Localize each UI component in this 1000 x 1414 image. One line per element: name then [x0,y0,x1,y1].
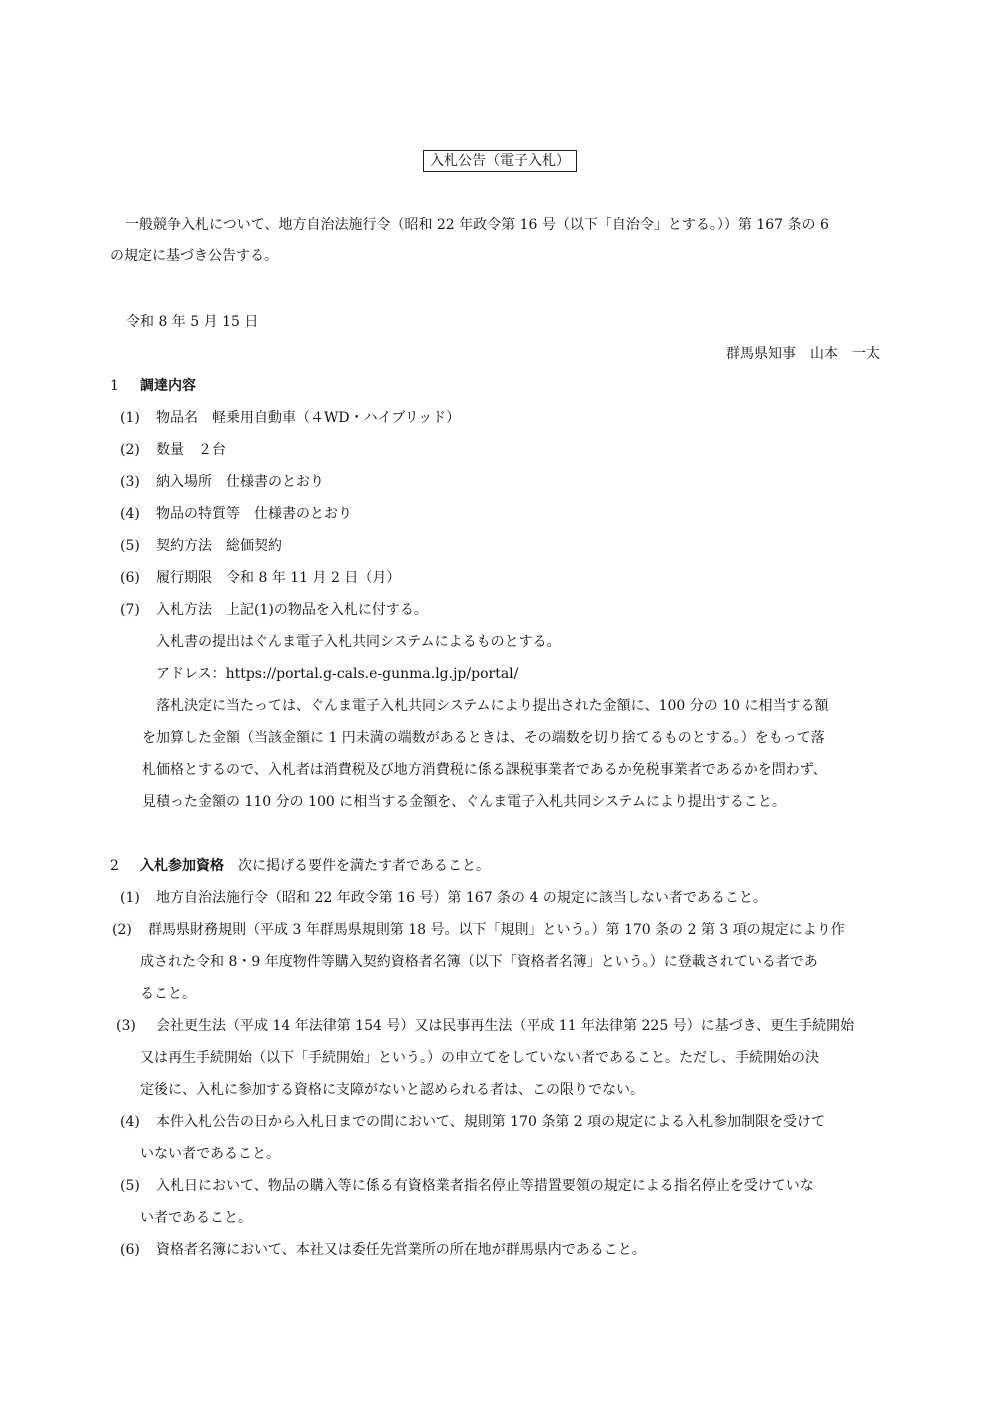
s2-item-number: (2) [112,922,132,938]
s2-item-number: (5) [120,1178,140,1194]
s2-item-text: 地方自治法施行令（昭和 22 年政令第 16 号）第 167 条の 4 の規定に該当しない者であること。 [156,890,767,906]
s1-item-7-line-4: 落札決定に当たっては、ぐんま電子入札共同システムにより提出された金額に、100 分の 10 に相当する額 [156,698,829,714]
s1-item-7-line-7: 見積った金額の 110 分の 100 に相当する金額を、ぐんま電子入札共同システムにより提出すること。 [142,794,786,810]
s1-item-number: (1) [120,410,140,426]
s1-item-text: 物品名 軽乗用自動車（４WD・ハイブリッド） [156,410,461,426]
s2-item-number: (3) [116,1018,136,1034]
s1-item-3 [120,472,324,492]
s1-item-7 [120,600,428,620]
s1-item-number: (7) [120,602,140,618]
s1-item-7-line-5: を加算した金額（当該金額に 1 円未満の端数があるときは、その端数を切り捨てるものとする。）をもって落 [142,730,825,746]
s2-item-2-line-3: ること。 [140,986,196,1002]
issuer-name: 群馬県知事 山本 一太 [726,346,880,362]
s1-item-number: (4) [120,506,140,522]
s1-item-number: (3) [120,474,140,490]
s2-item-text: 群馬県財務規則（平成 3 年群馬県規則第 18 号。以下「規則」という。）第 170 条の 2 第 3 項の規定により作 [148,922,845,938]
s1-item-number: (2) [120,442,140,458]
s2-item-5-line-2: い者であること。 [140,1210,252,1226]
s1-item-7-line-2: 入札書の提出はぐんま電子入札共同システムによるものとする。 [156,634,561,650]
s2-item-1 [120,888,767,908]
s1-item-7-line-6: 札価格とするので、入札者は消費税及び地方消費税に係る課税事業者であるか免税事業者であるかを問わず、 [142,762,827,778]
section1-number: 1 [110,378,119,394]
s2-item-number: (6) [120,1242,140,1258]
s2-item-text: 資格者名簿において、本社又は委任先営業所の所在地が群馬県内であること。 [156,1242,646,1258]
s2-item-number: (1) [120,890,140,906]
s2-item-3-line-2: 又は再生手続開始（以下「手続開始」という。）の申立てをしていない者であること。ただし、手続開始の決 [140,1050,819,1066]
section2-heading [110,856,490,876]
s2-item-4-line-2: いない者であること。 [140,1146,280,1162]
s2-item-4 [120,1112,825,1132]
s1-item-6 [120,568,400,588]
s2-item-3-line-3: 定後に、入札に参加する資格に支障がないと認められる者は、この限りでない。 [140,1082,644,1098]
s1-item-text: 納入場所 仕様書のとおり [156,474,324,490]
section2-number: 2 [110,858,119,874]
s1-item-text: 入札方法 上記(1)の物品を入札に付する。 [156,602,428,618]
s1-item-text: 数量 ２台 [156,442,226,458]
s2-item-3 [116,1016,854,1036]
s1-item-7-address: アドレス：https://portal.g-cals.e-gunma.lg.jp/portal/ [156,666,519,682]
s2-item-text: 入札日において、物品の購入等に係る有資格業者指名停止等措置要領の規定による指名停止を受けていな [156,1178,814,1194]
section2-subtitle: 次に掲げる要件を満たす者であること。 [238,858,490,874]
s2-item-text: 会社更生法（平成 14 年法律第 154 号）又は民事再生法（平成 11 年法律第 225 号）に基づき、更生手続開始 [156,1018,855,1034]
s1-item-2 [120,440,226,460]
s2-item-5 [120,1176,814,1196]
s1-item-number: (5) [120,538,140,554]
section1-title: 調達内容 [140,378,196,394]
s1-item-number: (6) [120,570,140,586]
s2-item-6 [120,1240,646,1260]
title-wrap [0,150,1000,172]
intro-line-1: 一般競争入札について、地方自治法施行令（昭和 22 年政令第 16 号（以下「自治令」とする。））第 167 条の 6 [125,217,829,233]
s1-item-text: 契約方法 総価契約 [156,538,282,554]
s2-item-2 [112,920,845,940]
s2-item-number: (4) [120,1114,140,1130]
document-title: 入札公告（電子入札） [423,150,577,172]
notice-date: 令和 8 年 5 月 15 日 [126,314,259,330]
s1-item-5 [120,536,282,556]
section2-title: 入札参加資格 [140,858,224,874]
s2-item-text: 本件入札公告の日から入札日までの間において、規則第 170 条第 2 項の規定による入札参加制限を受けて [156,1114,826,1130]
s2-item-2-line-2: 成された令和 8・9 年度物件等購入契約資格者名簿（以下「資格者名簿」という。）に登載されている者であ [140,954,818,970]
s1-item-text: 物品の特質等 仕様書のとおり [156,506,352,522]
intro-line-2: の規定に基づき公告する。 [110,248,278,264]
s1-item-1 [120,408,460,428]
s1-item-4 [120,504,352,524]
section1-heading [110,376,196,396]
s1-item-text: 履行期限 令和 8 年 11 月 2 日（月） [156,570,401,586]
